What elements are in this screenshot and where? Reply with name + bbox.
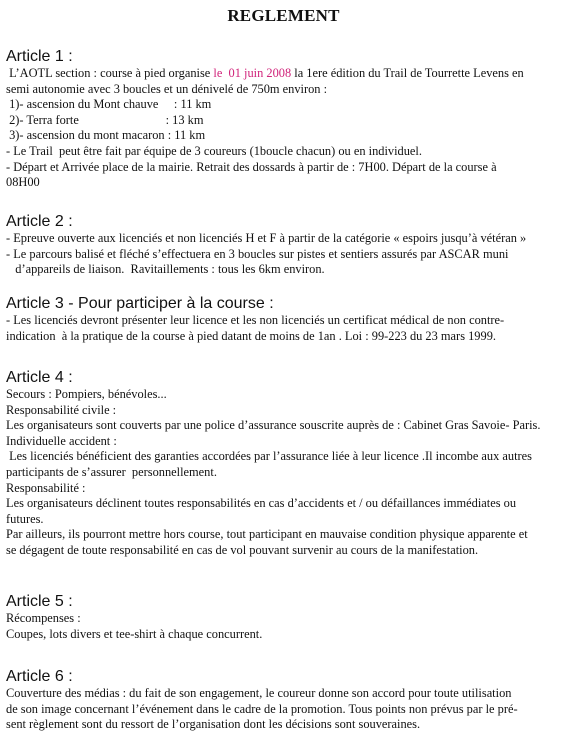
article-1-line-2: semi autonomie avec 3 boucles et un dénivelé de 750m environ : bbox=[6, 81, 328, 96]
article-6 bbox=[6, 667, 561, 733]
article-5-line-1: Récompenses : bbox=[6, 611, 81, 625]
article-6-line-1: Couverture des médias : du fait de son engagement, le coureur donne son accord pour toute utilisation bbox=[6, 686, 512, 700]
article-4-line-11: se dégagent de toute responsabilité en cas de vol pouvant survenir au cours de la manifestation. bbox=[6, 542, 479, 557]
article-4-line-6: participants de s’assurer personnellement. bbox=[6, 464, 217, 479]
article-5 bbox=[6, 592, 561, 642]
article-2-line-1: - Epreuve ouverte aux licenciés et non licenciés H et F à partir de la catégorie « espoirs jusqu’à vétéran » bbox=[6, 231, 527, 245]
article-5-line-2: Coupes, lots divers et tee-shirt à chaque concurrent. bbox=[6, 626, 263, 641]
article-4-line-5: Les licenciés bénéficient des garanties accordées par l’assurance liée à leur licence .Il incombe aux autres bbox=[6, 449, 532, 464]
article-1 bbox=[6, 47, 561, 191]
article-4-line-4: Individuelle accident : bbox=[6, 433, 117, 448]
article-6-heading: Article 6 : bbox=[6, 668, 73, 685]
article-1-intro bbox=[6, 66, 561, 82]
article-1-line-8: 08H00 bbox=[6, 175, 40, 190]
article-2-line-2: - Le parcours balisé et fléché s’effectuera en 3 boucles sur pistes et sentiers assurés par ASCAR muni bbox=[6, 246, 509, 261]
article-4-heading: Article 4 : bbox=[6, 369, 73, 386]
article-4 bbox=[6, 368, 561, 559]
article-1-intro-pre: L’AOTL section : course à pied organise bbox=[9, 66, 214, 80]
article-4-line-9: futures. bbox=[6, 511, 44, 526]
article-2-line-3: d’appareils de liaison. Ravitaillements : tous les 6km environ. bbox=[6, 262, 325, 277]
loop-1: 1)- ascension du Mont chauve : 11 km bbox=[6, 97, 212, 112]
article-3-line-1: - Les licenciés devront présenter leur licence et les non licenciés un certificat médical de non contre- bbox=[6, 313, 505, 327]
loop-3: 3)- ascension du mont macaron : 11 km bbox=[6, 128, 206, 143]
event-date: le 01 juin 2008 bbox=[213, 66, 292, 80]
article-2-heading: Article 2 : bbox=[6, 213, 73, 230]
article-4-line-10: Par ailleurs, ils pourront mettre hors course, tout participant en mauvaise condition physique apparente et bbox=[6, 527, 528, 542]
article-2 bbox=[6, 212, 561, 278]
article-1-line-6: - Le Trail peut être fait par équipe de 3 coureurs (1boucle chacun) ou en individuel. bbox=[6, 143, 422, 158]
article-1-heading: Article 1 : bbox=[6, 48, 73, 65]
article-4-line-7: Responsabilité : bbox=[6, 480, 86, 495]
article-6-line-2: de son image concernant l’événement dans le cadre de la promotion. Tous points non prévus par le pré- bbox=[6, 701, 518, 716]
article-5-heading: Article 5 : bbox=[6, 593, 73, 610]
article-4-line-2: Responsabilité civile : bbox=[6, 402, 117, 417]
article-1-intro-post: la 1ere édition du Trail de Tourrette Levens en bbox=[291, 66, 524, 80]
article-4-line-3: Les organisateurs sont couverts par une police d’assurance souscrite auprès de : Cabinet Gras Savoie- Paris. bbox=[6, 418, 541, 433]
article-4-line-8: Les organisateurs déclinent toutes responsabilités en cas d’accidents et / ou défaillances immédiates ou bbox=[6, 496, 517, 511]
article-4-line-1: Secours : Pompiers, bénévoles... bbox=[6, 387, 167, 401]
article-3 bbox=[6, 294, 561, 344]
article-3-heading: Article 3 - Pour participer à la course : bbox=[6, 295, 274, 312]
loop-2: 2)- Terra forte : 13 km bbox=[6, 112, 204, 127]
page-title: REGLEMENT bbox=[227, 6, 340, 25]
article-6-line-3: sent règlement sont du ressort de l’organisation dont les décisions sont souveraines. bbox=[6, 717, 421, 732]
article-1-line-7: - Départ et Arrivée place de la mairie. Retrait des dossards à partir de : 7H00. Départ de la course à bbox=[6, 159, 497, 174]
article-3-line-2: indication à la pratique de la course à pied datant de moins de 1an . Loi : 99-223 du 23 mars 1999. bbox=[6, 328, 496, 343]
